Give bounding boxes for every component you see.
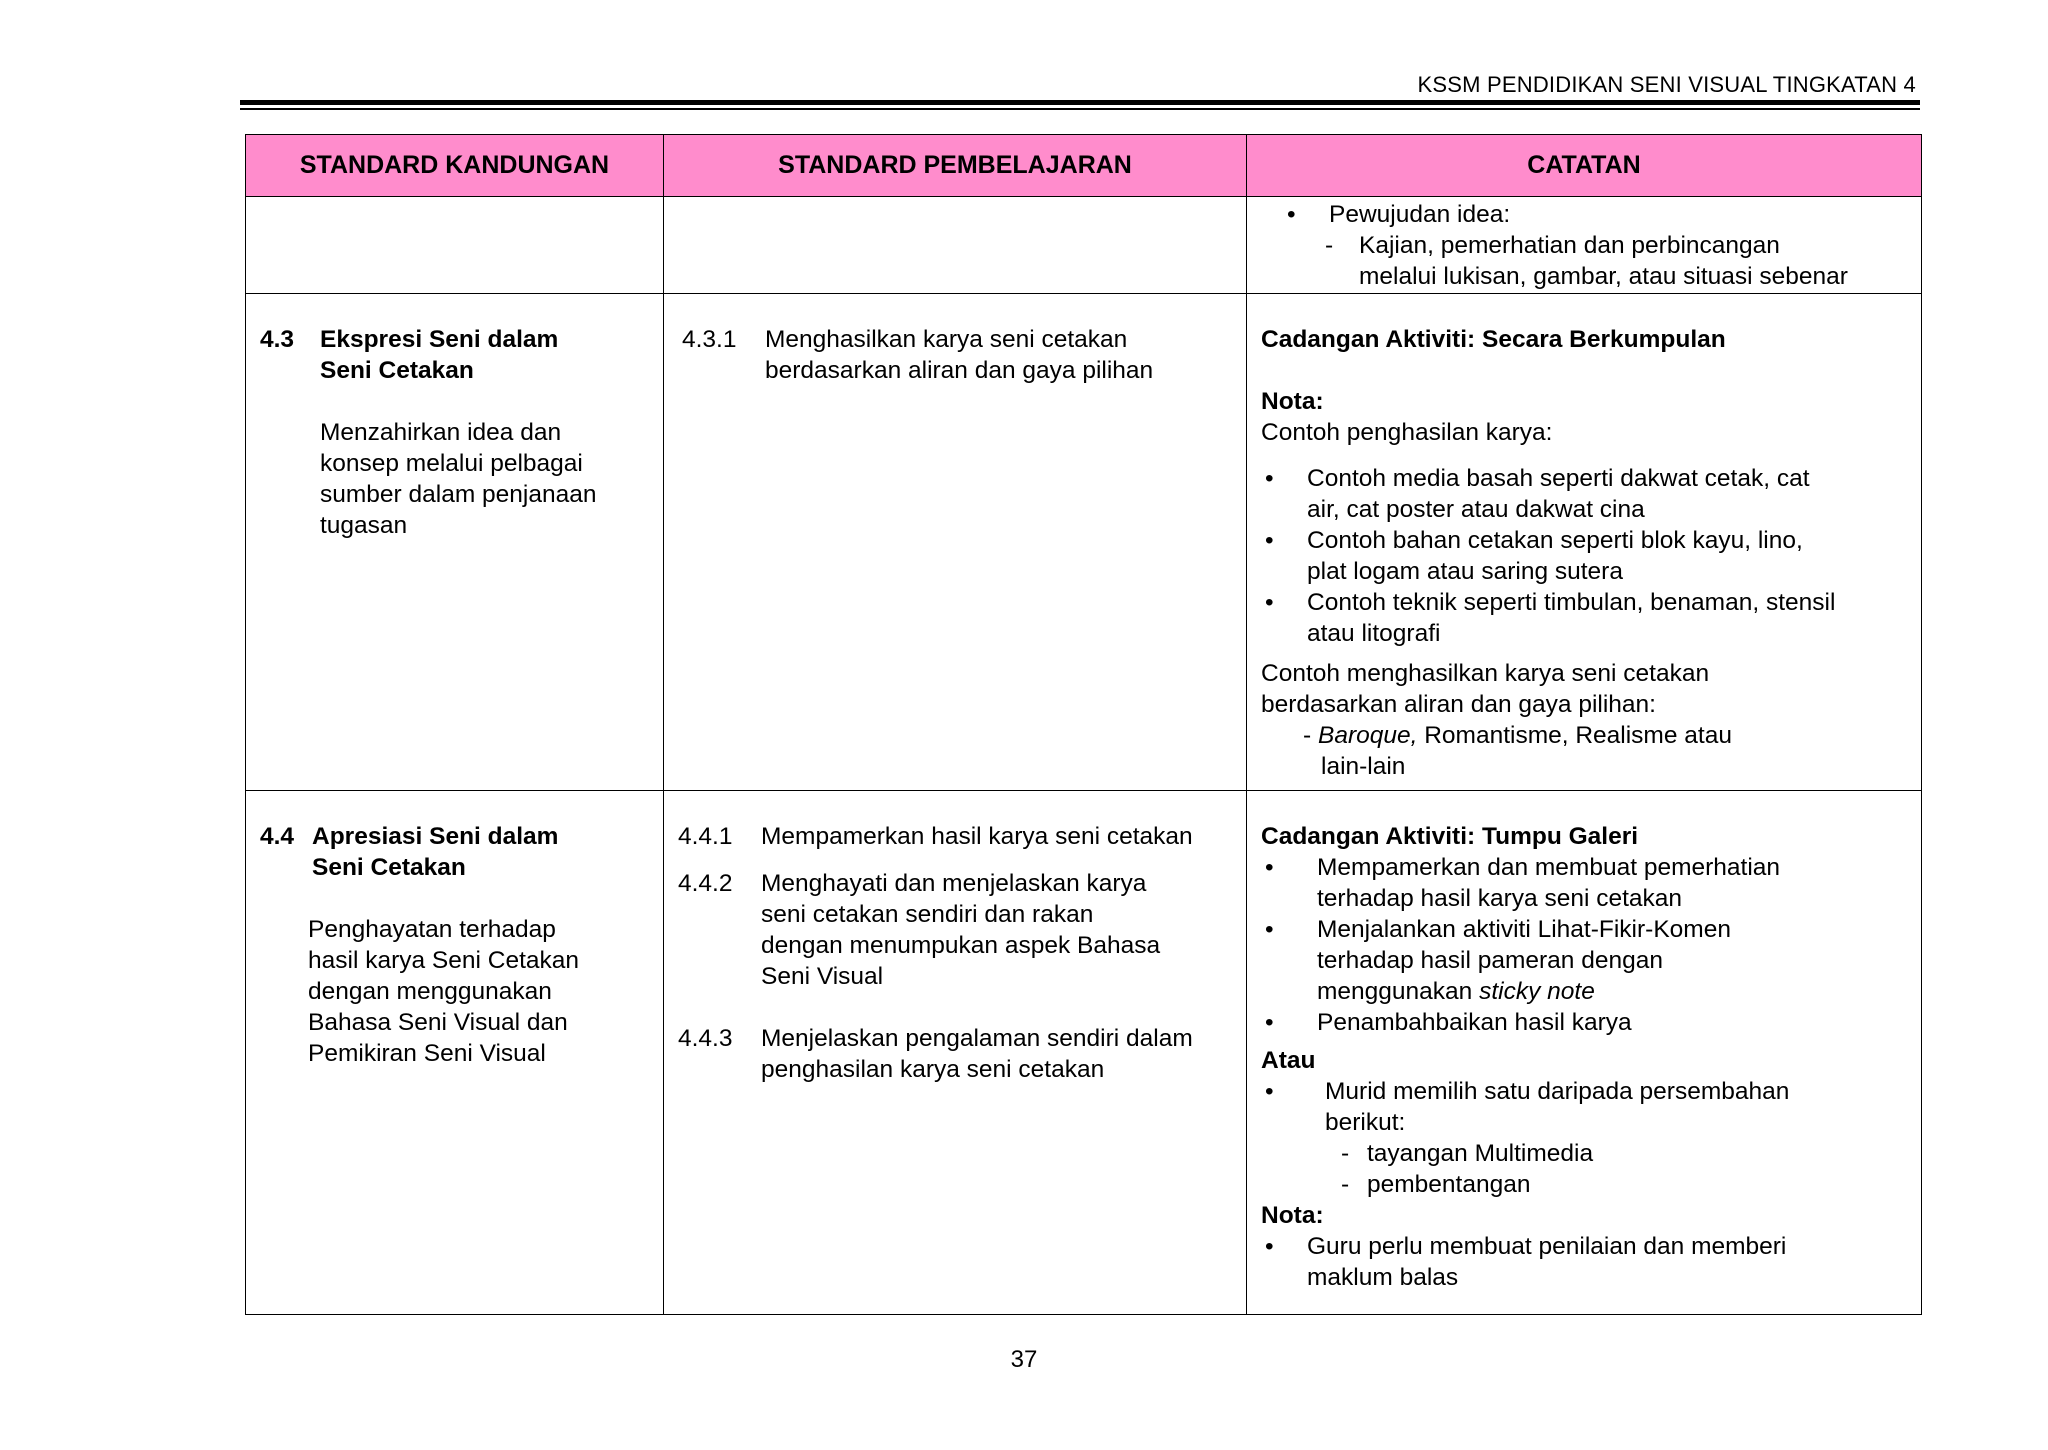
nota-intro: Contoh penghasilan karya: [1261,419,1553,446]
cell-kandungan-empty [246,197,664,294]
bullet-item [1283,199,1911,230]
header-rule-thin [240,108,1920,110]
learning-standard-number: 4.4.2 [678,870,733,897]
bullet-text: Pewujudan idea: [1329,201,1511,228]
dash-text-line: melalui lukisan, gambar, atau situasi sebenar [1359,263,1848,290]
learning-standard-item [682,324,1236,386]
atau-label: Atau [1261,1047,1316,1074]
bullet-text-line: plat logam atau saring sutera [1307,558,1623,585]
dash-text-line: Kajian, pemerhatian dan perbincangan [1359,232,1780,259]
bullet-item [1261,587,1911,649]
section-number: 4.3 [260,326,295,353]
bullet-text-plain: menggunakan [1317,978,1480,1005]
bullet-text: Penambahbaikan hasil karya [1317,1009,1632,1036]
section-title-line: Apresiasi Seni dalam [312,823,559,850]
style-rest: Romantisme, Realisme atau [1417,722,1732,749]
bullet-item [1261,1076,1911,1200]
bullet-text-line: terhadap hasil pameran dengan [1317,947,1663,974]
section-desc-line: tugasan [320,512,408,539]
dash-text: tayangan Multimedia [1367,1140,1594,1167]
bullet-text-line: Guru perlu membuat penilaian dan memberi [1307,1233,1787,1260]
bullet-item [1261,525,1911,587]
paragraph-line: Contoh menghasilkan karya seni cetakan [1261,660,1710,687]
table-header-row [246,135,1922,197]
bullet-item [1261,1007,1911,1038]
nota-label: Nota: [1261,1202,1324,1229]
learning-standard-item [678,1023,1236,1085]
dash-marker: - [1325,232,1334,259]
dash-continuation: lain-lain [1321,753,1406,780]
bullet-marker: • [1265,1078,1274,1105]
bullet-marker: • [1265,1009,1274,1036]
cell-pembelajaran-4-4 [664,791,1247,1315]
learning-standard-line: seni cetakan sendiri dan rakan [761,901,1094,928]
section-title-line: Seni Cetakan [312,854,466,881]
learning-standard-line: Menghasilkan karya seni cetakan [765,326,1128,353]
bullet-item [1261,463,1911,525]
bullet-text-line: Contoh teknik seperti timbulan, benaman, stensil [1307,589,1836,616]
bullet-text-line: air, cat poster atau dakwat cina [1307,496,1645,523]
table-row [246,294,1922,791]
bullet-marker: • [1265,465,1274,492]
learning-standard-number: 4.4.1 [678,823,733,850]
table-row [246,791,1922,1315]
dash-marker: - [1341,1140,1350,1167]
dash-item [1341,1138,1789,1169]
bullet-marker: • [1265,916,1274,943]
column-header-standard-kandungan: STANDARD KANDUNGAN [246,135,664,197]
activity-heading: Cadangan Aktiviti: Secara Berkumpulan [1261,326,1726,353]
dash-item [1303,720,1911,751]
section-desc-line: Penghayatan terhadap [308,916,556,943]
style-italic: Baroque, [1317,722,1418,749]
bullet-text-line: maklum balas [1307,1264,1459,1291]
section-desc-line: sumber dalam penjanaan [320,481,597,508]
cell-kandungan-4-4 [246,791,664,1315]
learning-standard-line: Menjelaskan pengalaman sendiri dalam [761,1025,1193,1052]
bullet-item [1261,1231,1911,1293]
bullet-text-line: Contoh media basah seperti dakwat cetak, cat [1307,465,1810,492]
cell-pembelajaran-empty [664,197,1247,294]
dash-marker: - [1303,722,1312,749]
bullet-item [1261,914,1911,1007]
learning-standard-item [678,868,1236,992]
cell-catatan-4-3 [1247,294,1922,791]
learning-standard-line: Mempamerkan hasil karya seni cetakan [761,823,1193,850]
header-rule-thick [240,100,1920,105]
bullet-marker: • [1265,1233,1274,1260]
bullet-text-line: Contoh bahan cetakan seperti blok kayu, lino, [1307,527,1803,554]
cell-catatan-continuation [1247,197,1922,294]
learning-standard-line: berdasarkan aliran dan gaya pilihan [765,357,1154,384]
document-header-title: KSSM PENDIDIKAN SENI VISUAL TINGKATAN 4 [1417,72,1916,97]
section-desc-line: dengan menggunakan [308,978,552,1005]
bullet-marker: • [1265,589,1274,616]
dash-item [1325,230,1911,292]
learning-standard-item [678,821,1236,852]
bullet-text-line: berikut: [1325,1109,1406,1136]
bullet-marker: • [1287,201,1296,228]
nota-label: Nota: [1261,388,1324,415]
learning-standard-number: 4.3.1 [682,326,737,353]
bullet-marker: • [1265,527,1274,554]
section-desc-line: hasil karya Seni Cetakan [308,947,580,974]
bullet-text-line: Menjalankan aktiviti Lihat-Fikir-Komen [1317,916,1731,943]
bullet-text-line [1317,976,1731,1007]
learning-standard-number: 4.4.3 [678,1025,733,1052]
bullet-text-line: Mempamerkan dan membuat pemerhatian [1317,854,1781,881]
learning-standard-line: penghasilan karya seni cetakan [761,1056,1105,1083]
column-header-standard-pembelajaran: STANDARD PEMBELAJARAN [664,135,1247,197]
cell-kandungan-4-3 [246,294,664,791]
section-desc-line: Menzahirkan idea dan [320,419,562,446]
learning-standard-line: dengan menumpukan aspek Bahasa [761,932,1161,959]
section-desc-line: Bahasa Seni Visual dan [308,1009,568,1036]
bullet-item [1261,852,1911,914]
bullet-marker: • [1265,854,1274,881]
paragraph-line: berdasarkan aliran dan gaya pilihan: [1261,691,1656,718]
dash-text: pembentangan [1367,1171,1531,1198]
bullet-text-italic: sticky note [1479,978,1595,1005]
section-number: 4.4 [260,823,295,850]
section-title-line: Ekspresi Seni dalam [320,326,559,353]
bullet-text-line: atau litografi [1307,620,1441,647]
column-header-catatan: CATATAN [1247,135,1922,197]
table-row [246,197,1922,294]
dash-item [1341,1169,1789,1200]
learning-standard-line: Seni Visual [761,963,884,990]
page-number: 37 [1010,1346,1038,1373]
cell-pembelajaran-4-3 [664,294,1247,791]
section-title-line: Seni Cetakan [320,357,474,384]
activity-heading: Cadangan Aktiviti: Tumpu Galeri [1261,823,1639,850]
learning-standard-line: Menghayati dan menjelaskan karya [761,870,1147,897]
bullet-text-line: Murid memilih satu daripada persembahan [1325,1078,1790,1105]
section-desc-line: Pemikiran Seni Visual [308,1040,546,1067]
curriculum-table [245,134,1922,1315]
dash-marker: - [1341,1171,1350,1198]
section-desc-line: konsep melalui pelbagai [320,450,583,477]
bullet-text-line: terhadap hasil karya seni cetakan [1317,885,1682,912]
cell-catatan-4-4 [1247,791,1922,1315]
